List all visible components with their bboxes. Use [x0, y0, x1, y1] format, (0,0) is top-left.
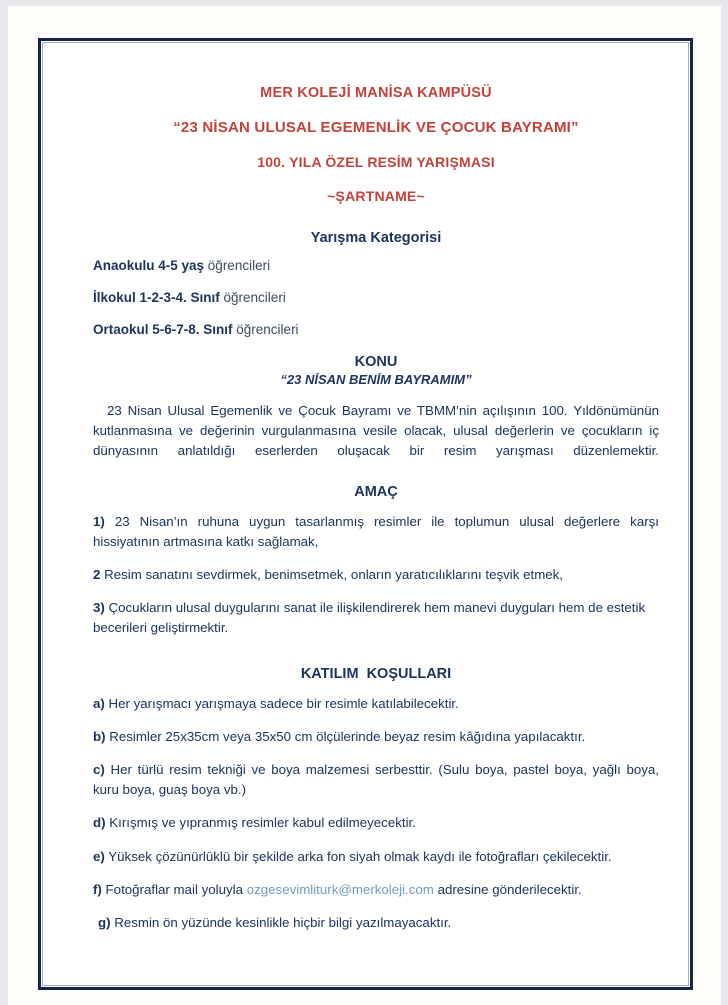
katilim-item-c [93, 760, 659, 800]
katilim-item-text: Resmin ön yüzünde kesinlikle hiçbir bilgi yazılmayacaktır. [110, 915, 452, 931]
katilim-item-label: g) [98, 915, 111, 931]
category-suffix: öğrencileri [207, 258, 271, 273]
katilim-item-label: b) [93, 728, 106, 744]
katilim-heading: KATILIM KOŞULLARI [300, 665, 452, 682]
katilim-item-text: Resimler 25x35cm veya 35x50 cm ölçülerinde beyaz resim kâğıdına yapılacaktır. [105, 728, 586, 744]
katilim-item-label: d) [93, 815, 106, 831]
category-prefix: Anaokulu 4-5 yaş [93, 258, 208, 273]
katilim-item-g [93, 913, 659, 933]
category-item-primary [93, 290, 659, 305]
headline-line-contest: 100. YILA ÖZEL RESİM YARIŞMASI [257, 154, 495, 170]
katilim-item-text-before: Fotoğraflar mail yoluyla [101, 881, 247, 897]
contact-email-link[interactable]: ozgesevimliturk@merkoleji.com [246, 881, 434, 897]
katilim-item-text: Kırışmış ve yıpranmış resimler kabul edilmeyecektir. [105, 815, 416, 831]
headline-line-sartname: ~ŞARTNAME~ [327, 188, 425, 204]
headline-line-event: “23 NİSAN ULUSAL EGEMENLİK VE ÇOCUK BAYRAMI” [173, 119, 579, 136]
amac-item-label: 1) [93, 513, 105, 529]
katilim-item-text-after: adresine gönderilecektir. [433, 881, 582, 897]
amac-heading: AMAÇ [354, 483, 398, 500]
spacer [93, 652, 659, 666]
katilim-item-d [93, 813, 659, 833]
categories-list [93, 258, 659, 337]
amac-item-label: 2 [93, 567, 101, 583]
amac-item-text: Resim sanatını sevdirmek, benimsetmek, onların yaratıcılıklarını teşvik etmek, [100, 567, 564, 583]
document-headline [93, 85, 659, 204]
document-page [8, 6, 721, 1005]
amac-item-1 [93, 512, 659, 552]
katilim-item-label: f) [93, 881, 102, 897]
konu-heading: KONU [354, 354, 398, 370]
katilim-item-b [93, 727, 659, 747]
amac-item-2 [93, 565, 659, 585]
spacer [93, 475, 659, 484]
category-suffix: öğrencileri [223, 290, 286, 305]
category-prefix: İlkokul 1-2-3-4. Sınıf [93, 290, 224, 305]
konu-body: 23 Nisan Ulusal Egemenlik ve Çocuk Bayramı ve TBMM’nin açılışının 100. Yıldönümünün kutlanmasına ve değerinin vurgulanmasına vesile olacak, ulusal değerlerin ve çocukların iç dünyasının anlatıldığı eserlerden oluşacak bir resim yarışması düzenlemektir. [93, 403, 659, 459]
katilim-item-text: Her yarışmacı yarışmaya sadece bir resimle katılabilecektir. [104, 695, 459, 711]
amac-item-text: 23 Nisan’ın ruhuna uygun tasarlanmış resimler ile toplumun ulusal değerlere karşı hissiyatının artmasına katkı sağlamak, [93, 513, 659, 549]
katilim-item-a [93, 694, 659, 714]
katilim-item-e [93, 847, 659, 867]
categories-heading: Yarışma Kategorisi [310, 230, 442, 246]
katilim-item-text: Her türlü resim tekniği ve boya malzemesi serbesttir. (Sulu boya, pastel boya, yağlı boya, kuru boya, guaş boya vb.) [93, 762, 659, 798]
amac-item-text: Çocukların ulusal duygularını sanat ile ilişkilendirerek hem manevi duyguları hem de estetik becerileri geliştirmektir. [93, 600, 646, 636]
konu-subtitle: “23 NİSAN BENİM BAYRAMIM” [280, 372, 472, 387]
katilim-item-label: c) [93, 762, 105, 778]
document-border-frame [38, 38, 693, 990]
katilim-item-label: a) [93, 695, 105, 711]
katilim-item-text: Yüksek çözünürlüklü bir şekilde arka fon siyah olmak kaydı ile fotoğrafları çekilecektir. [104, 848, 612, 864]
page-edge-left [0, 0, 8, 1005]
katilim-item-label: e) [93, 848, 105, 864]
katilim-item-f [93, 880, 659, 900]
category-item-preschool [93, 258, 659, 273]
amac-item-label: 3) [93, 600, 105, 616]
page-edge-right [721, 0, 728, 1005]
category-item-middle [93, 322, 659, 337]
category-suffix: öğrencileri [236, 322, 299, 337]
amac-item-3 [93, 598, 659, 638]
document-content [93, 85, 659, 946]
category-prefix: Ortaokul 5-6-7-8. Sınıf [93, 322, 237, 337]
headline-line-school: MER KOLEJİ MANİSA KAMPÜSÜ [260, 85, 492, 101]
